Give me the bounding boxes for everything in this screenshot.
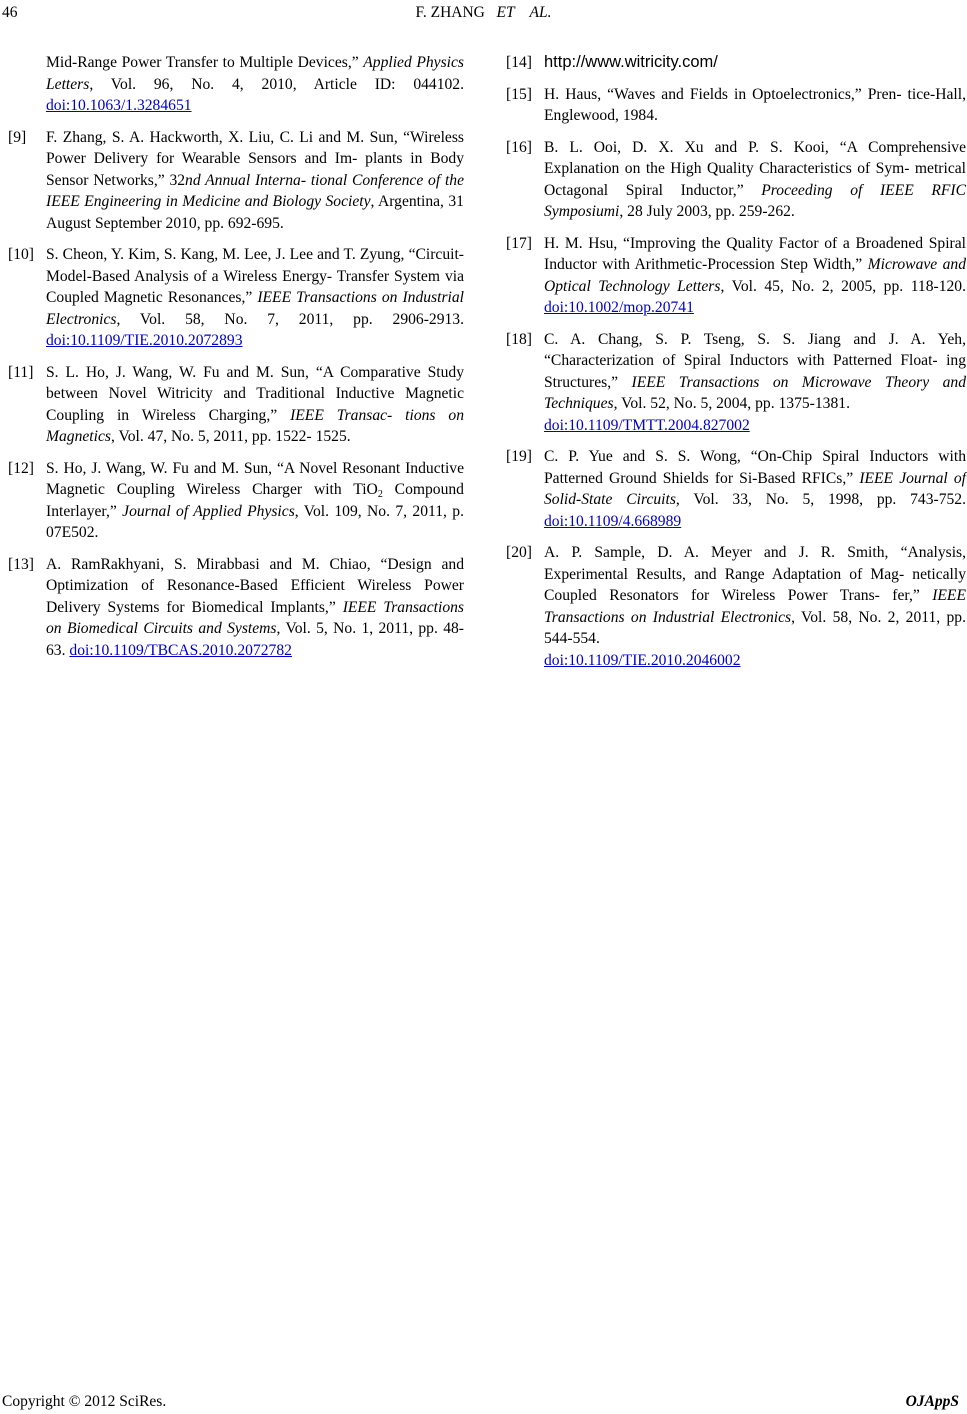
- doi-link[interactable]: doi:10.1063/1.3284651: [46, 97, 192, 114]
- doi-link[interactable]: doi:10.1002/mop.20741: [544, 299, 694, 316]
- reference-venue: Proceeding of IEEE RFIC Symposiumi: [544, 181, 966, 220]
- running-head-author: F. ZHANG: [415, 4, 485, 21]
- reference-venue: IEEE Transactions on Microwave Theory and Techniques: [544, 373, 966, 412]
- subscript: 2: [377, 489, 383, 500]
- references-left-column: [8, 52, 464, 671]
- reference-lead: Mid-Range Power Transfer to Multiple Devices,”: [46, 54, 359, 71]
- reference-number: [16]: [506, 138, 532, 156]
- reference-lead-continued: Compound Interlayer,”: [46, 481, 464, 520]
- reference-number: [20]: [506, 544, 532, 561]
- reference-number: [15]: [506, 85, 532, 103]
- references-right-column: [506, 52, 966, 681]
- reference-venue: IEEE Journal of Solid-State Circuits: [544, 469, 966, 508]
- reference-lead: H. M. Hsu, “Improving the Quality Factor of a Broadened Spiral Inductor with Arithmetic-Procession Step Width,”: [544, 234, 966, 273]
- reference-tail: , Vol. 52, No. 5, 2004, pp. 1375-1381.: [613, 395, 850, 412]
- doi-link[interactable]: doi:10.1109/4.668989: [544, 512, 682, 530]
- reference-tail: , Vol. 47, No. 5, 2011, pp. 1522- 1525.: [110, 428, 351, 445]
- reference-venue: Applied Physics Letters: [46, 54, 464, 93]
- reference-venue: Journal of Applied Physics: [122, 502, 295, 520]
- reference-lead: S. Ho, J. Wang, W. Fu and M. Sun, “A Novel Resonant Inductive Magnetic Coupling Wireless Charger with TiO: [46, 459, 464, 498]
- reference-lead: B. L. Ooi, D. X. Xu and P. S. Kooi, “A Comprehensive Explanation on the High Quality Characteristics of Sym- metrical Octagonal Spiral Inductor,”: [544, 138, 966, 199]
- reference-tail: , Vol. 58, No. 2, 2011, pp. 544-554.: [544, 608, 966, 647]
- reference-number: [9]: [8, 128, 27, 146]
- reference-19: [506, 446, 966, 532]
- reference-number: [17]: [506, 234, 532, 252]
- doi-link[interactable]: doi:10.1109/TIE.2010.2046002: [544, 651, 741, 669]
- doi-link[interactable]: doi:10.1109/TIE.2010.2072893: [46, 332, 243, 349]
- footer-copyright: Copyright © 2012 SciRes.: [2, 1392, 167, 1410]
- reference-11: [8, 362, 464, 448]
- reference-tail: , 28 July 2003, pp. 259-262.: [619, 203, 795, 220]
- reference-venue: IEEE Transactions on Biomedical Circuits and Systems: [46, 598, 464, 637]
- reference-lead: F. Zhang, S. A. Hackworth, X. Liu, C. Li and M. Sun, “Wireless Power Delivery for Wearable Sensors and Im- plants in Body Sensor Networks,” 32: [46, 128, 464, 189]
- reference-tail: , Vol. 96, No. 4, 2010, Article ID: 044102.: [89, 75, 464, 93]
- running-head: [0, 2, 967, 24]
- reference-lead: A. RamRakhyani, S. Mirabbasi and M. Chiao, “Design and Optimization of Resonance-Based Efficient Wireless Power Delivery Systems for Biomedical Implants,”: [46, 555, 464, 616]
- reference-venue: Microwave and Optical Technology Letters: [544, 256, 967, 295]
- footer-journal: OJAppS: [905, 1392, 959, 1410]
- reference-15: [506, 84, 966, 127]
- reference-10: [8, 244, 464, 352]
- reference-number: [12]: [8, 459, 34, 477]
- doi-link[interactable]: doi:10.1109/TBCAS.2010.2072782: [69, 641, 292, 659]
- reference-venue: IEEE Transac- tions on Magnetics: [46, 406, 464, 445]
- reference-venue: IEEE Transactions on Industrial Electronics: [46, 289, 464, 328]
- reference-lead: S. L. Ho, J. Wang, W. Fu and M. Sun, “A Comparative Study between Novel Witricity and Traditional Inductive Magnetic Coupling in Wireless Charging,”: [46, 363, 464, 424]
- reference-lead: C. P. Yue and S. S. Wong, “On-Chip Spiral Inductors with Patterned Ground Shields for Si-Based RFICs,”: [544, 448, 966, 487]
- reference-number: [14]: [506, 54, 532, 71]
- reference-tail: , Vol. 33, No. 5, 1998, pp. 743-752.: [675, 491, 966, 508]
- reference-tail: , Vol. 45, No. 2, 2005, pp. 118-120.: [720, 277, 966, 295]
- doi-link[interactable]: doi:10.1109/TMTT.2004.827002: [544, 416, 750, 434]
- reference-number: [10]: [8, 246, 34, 263]
- reference-url[interactable]: http://www.witricity.com/: [544, 53, 718, 71]
- reference-venue: IEEE Transactions on Industrial Electronics: [544, 587, 966, 626]
- reference-12: [8, 458, 464, 544]
- running-head-etal: ET AL.: [496, 4, 552, 21]
- reference-tail: , Vol. 5, No. 1, 2011, pp. 48-63.: [46, 620, 465, 659]
- reference-8-continued: [8, 52, 464, 117]
- reference-tail: , Vol. 58, No. 7, 2011, pp. 2906-2913.: [116, 310, 464, 328]
- reference-9: [8, 127, 464, 235]
- reference-number: [13]: [8, 555, 34, 573]
- reference-17: [506, 233, 966, 319]
- reference-lead: C. A. Chang, S. P. Tseng, S. S. Jiang and J. A. Yeh, “Characterization of Spiral Inductors with Patterned Float- ing Structures,”: [544, 330, 966, 391]
- reference-tail: , Argentina, 31 August September 2010, pp. 692-695.: [46, 193, 464, 232]
- reference-18: [506, 329, 966, 437]
- reference-number: [11]: [8, 363, 34, 381]
- reference-venue: nd Annual Interna- tional Conference of the IEEE Engineering in Medicine and Biology Society: [46, 171, 464, 210]
- reference-lead: S. Cheon, Y. Kim, S. Kang, M. Lee, J. Lee and T. Zyung, “Circuit-Model-Based Analysis of a Wireless Energy- Transfer System via Coupled Magnetic Resonances,”: [46, 246, 464, 306]
- page-number: 46: [2, 4, 18, 21]
- reference-number: [19]: [506, 448, 532, 465]
- reference-13: [8, 554, 464, 662]
- reference-20: [506, 542, 966, 671]
- reference-16: [506, 137, 966, 223]
- reference-tail: , Vol. 109, No. 7, 2011, p. 07E502.: [46, 502, 464, 541]
- reference-lead: H. Haus, “Waves and Fields in Optoelectronics,” Pren- tice-Hall, Englewood, 1984.: [544, 85, 966, 124]
- reference-lead: A. P. Sample, D. A. Meyer and J. R. Smith, “Analysis, Experimental Results, and Range Adaptation of Mag- netically Coupled Resonators for Wireless Power Trans- fer,”: [544, 544, 966, 604]
- reference-14: [506, 52, 966, 74]
- reference-number: [18]: [506, 330, 532, 348]
